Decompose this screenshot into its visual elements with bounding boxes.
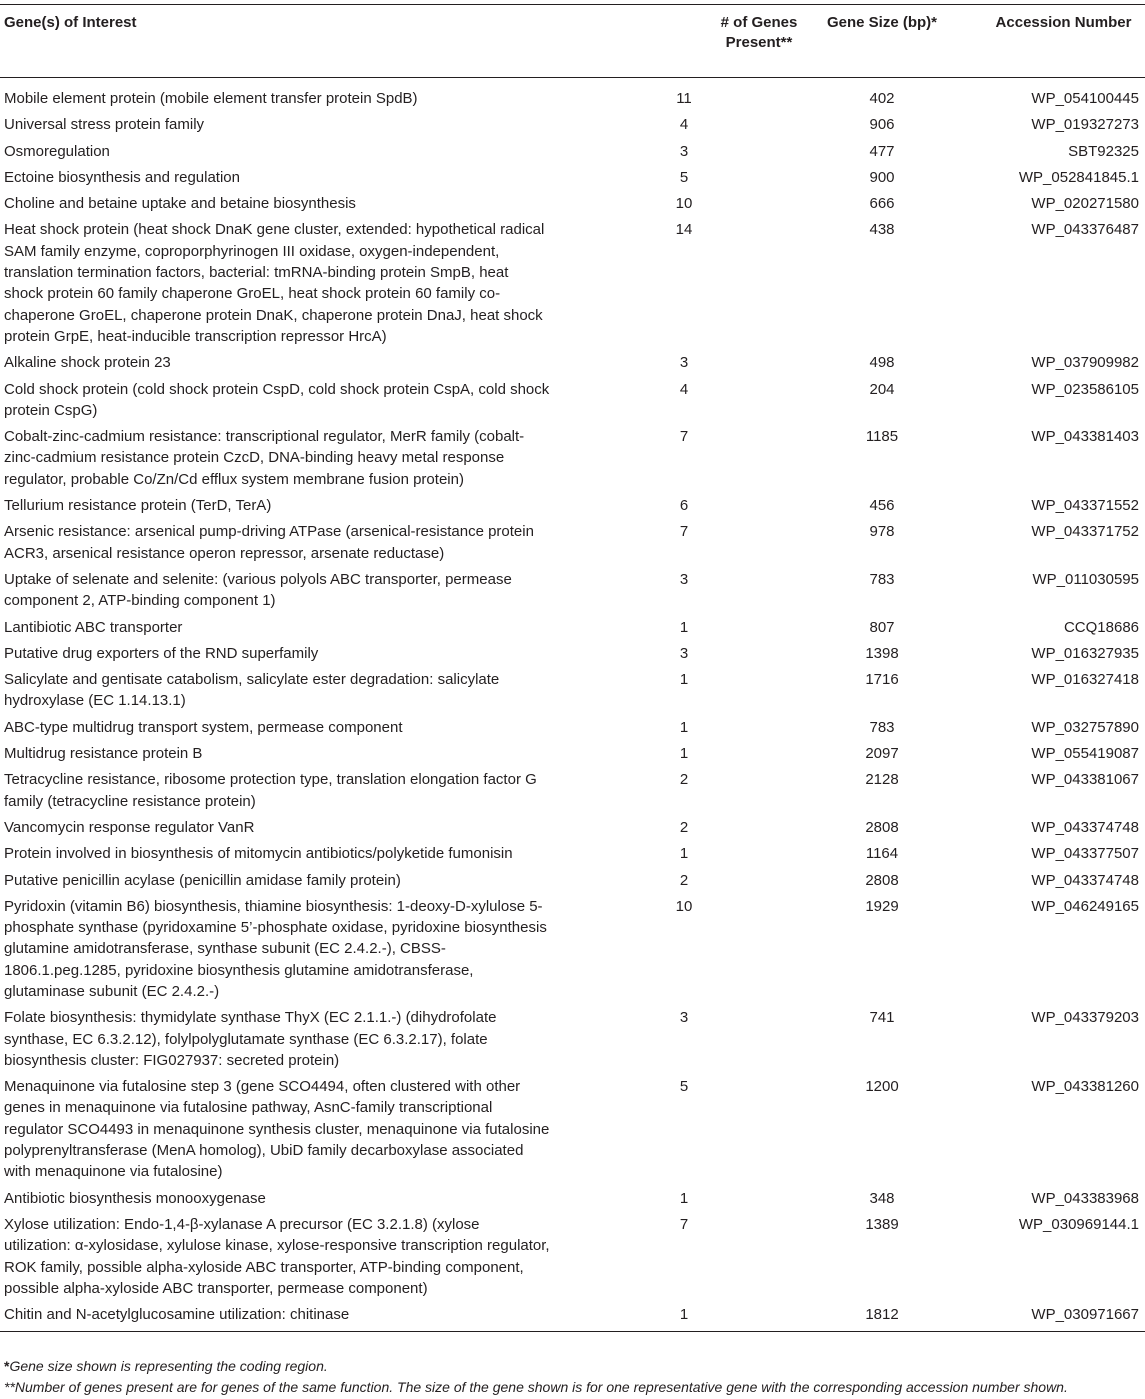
gene-description-cell: Chitin and N-acetylglucosamine utilization: chitinase (4, 1306, 350, 1324)
gene-count-cell: 5 (679, 1078, 689, 1096)
gene-count-cell: 4 (679, 116, 689, 134)
footnote-mark-2: ** (4, 1379, 15, 1395)
gene-count-cell: 7 (679, 523, 689, 541)
gene-count-cell: 7 (679, 1215, 689, 1233)
gene-size-cell: 807 (869, 618, 895, 636)
table-row (0, 767, 1145, 815)
footnote-text-2: Number of genes present are for genes of the same function. The size of the gene shown is for one representative gene with the corresponding accession number shown. (14, 1379, 1068, 1395)
table-row (0, 841, 1145, 867)
gene-count-cell: 2 (679, 818, 689, 836)
table-row (0, 1186, 1145, 1212)
accession-number-cell: WP_043377507 (1031, 845, 1139, 863)
gene-size-cell: 1200 (865, 1078, 899, 1096)
accession-number-cell: WP_023586105 (1031, 380, 1139, 398)
gene-count-cell: 3 (679, 644, 689, 662)
accession-number-cell: WP_054100445 (1031, 90, 1139, 107)
gene-description-cell: Antibiotic biosynthesis monooxygenase (4, 1189, 266, 1207)
accession-number-cell: WP_043379203 (1031, 1009, 1139, 1027)
table-row (0, 350, 1145, 376)
gene-size-cell: 1389 (865, 1215, 899, 1233)
accession-number-cell: WP_055419087 (1031, 745, 1139, 763)
gene-description-cell: Universal stress protein family (4, 116, 205, 134)
gene-description-cell: Protein involved in biosynthesis of mitomycin antibiotics/polyketide fumonisin (4, 845, 513, 863)
gene-size-cell: 2808 (865, 818, 899, 836)
accession-number-cell: WP_043381067 (1031, 771, 1139, 789)
gene-description-cell: Choline and betaine uptake and betaine biosynthesis (4, 195, 356, 213)
table-row (0, 217, 1145, 350)
gene-count-cell: 1 (679, 618, 689, 636)
gene-description-cell: Uptake of selenate and selenite: (various polyols ABC transporter, permease component 2, ATP-binding component 1) (4, 570, 512, 610)
table-row (0, 424, 1145, 493)
table-row (0, 1005, 1145, 1074)
gene-size-cell: 666 (869, 195, 895, 213)
accession-number-cell: WP_030971667 (1031, 1306, 1139, 1324)
gene-size-cell: 456 (869, 497, 895, 515)
table-row (0, 139, 1145, 165)
table-row (0, 112, 1145, 138)
footnote-mark-1: * (4, 1358, 10, 1374)
accession-number-cell: WP_011030595 (1032, 570, 1139, 588)
gene-description-cell: Osmoregulation (4, 142, 110, 160)
accession-number-cell: WP_043374748 (1031, 818, 1139, 836)
accession-number-cell: WP_020271580 (1031, 195, 1139, 213)
accession-number-cell: WP_037909982 (1031, 354, 1139, 372)
accession-number-cell: WP_052841845.1 (1018, 168, 1139, 186)
gene-size-cell: 2808 (865, 871, 899, 889)
gene-count-cell: 10 (675, 897, 693, 915)
header-row (0, 5, 1145, 78)
footnotes (4, 1356, 1144, 1398)
table-row (0, 377, 1145, 425)
gene-description-cell: ABC-type multidrug transport system, permease component (4, 718, 403, 736)
header-accession-number: Accession Number (995, 14, 1132, 31)
accession-number-cell: WP_043374748 (1031, 871, 1139, 889)
header-number-of-genes: # of Genes Present** (720, 14, 798, 51)
table-row (0, 641, 1145, 667)
gene-size-cell: 1812 (865, 1306, 899, 1324)
table-row (0, 741, 1145, 767)
footnote-text-1: Gene size shown is representing the coding region. (9, 1358, 328, 1374)
accession-number-cell: WP_043371552 (1031, 497, 1139, 515)
table-row (0, 868, 1145, 894)
table-row (0, 894, 1145, 1005)
table-row (0, 715, 1145, 741)
gene-size-cell: 1716 (865, 671, 899, 689)
gene-count-cell: 5 (679, 168, 689, 186)
gene-count-cell: 2 (679, 871, 689, 889)
gene-count-cell: 3 (679, 570, 689, 588)
gene-count-cell: 7 (679, 428, 689, 446)
gene-description-cell: Salicylate and gentisate catabolism, salicylate ester degradation: salicylate hydroxylase (EC 1.14.13.1) (4, 671, 500, 710)
table-row (0, 191, 1145, 217)
gene-size-cell: 1164 (865, 845, 899, 863)
gene-size-cell: 402 (869, 90, 895, 107)
gene-size-cell: 741 (869, 1009, 895, 1027)
table-row (0, 567, 1145, 615)
accession-number-cell: SBT92325 (1068, 142, 1139, 160)
header-genes-of-interest: Gene(s) of Interest (4, 14, 137, 31)
accession-number-cell: WP_043376487 (1031, 221, 1139, 239)
gene-size-cell: 477 (869, 142, 895, 160)
gene-count-cell: 2 (679, 771, 689, 789)
gene-description-cell: Tetracycline resistance, ribosome protection type, translation elongation factor G family (tetracycline resistance protein) (4, 771, 537, 810)
table-header (0, 5, 1145, 78)
gene-size-cell: 1185 (865, 428, 899, 446)
gene-size-cell: 783 (869, 718, 895, 736)
gene-description-cell: Alkaline shock protein 23 (4, 354, 171, 372)
gene-description-cell: Pyridoxin (vitamin B6) biosynthesis, thiamine biosynthesis: 1-deoxy-D-xylulose 5-phosphate synthase (pyridoxamine 5’-phosphate oxidase, pyridoxine biosynthesis glutamine amidotransferase, synthase subunit (EC 2.4.2.-), CBSS-1806.1.peg.1285, pyridoxine biosynthesis glutamine amidotransferase, glutaminase subunit (EC 2.4.2.-) (4, 897, 547, 1000)
accession-number-cell: CCQ18686 (1063, 618, 1139, 636)
gene-size-cell: 498 (869, 354, 895, 372)
gene-count-cell: 1 (679, 745, 689, 763)
accession-number-cell: WP_016327418 (1031, 671, 1139, 689)
gene-description-cell: Putative drug exporters of the RND superfamily (4, 644, 319, 662)
gene-size-cell: 1929 (865, 897, 899, 915)
gene-count-cell: 3 (679, 1009, 689, 1027)
gene-table (0, 4, 1145, 1332)
gene-description-cell: Putative penicillin acylase (penicillin amidase family protein) (4, 871, 401, 889)
accession-number-cell: WP_030969144.1 (1018, 1215, 1139, 1233)
gene-description-cell: Heat shock protein (heat shock DnaK gene cluster, extended: hypothetical radical SAM family enzyme, coproporphyrinogen III oxidase, oxygen-independent, translation termination factors, bacterial: tmRNA-binding protein SmpB, heat shock protein 60 family chaperone GroEL, heat shock protein 60 family co-chaperone GroEL, chaperone protein DnaK, chaperone protein DnaJ, heat shock protein GrpE, heat-inducible transcription repressor HrcA) (4, 221, 545, 345)
table-row (0, 815, 1145, 841)
table-body (0, 78, 1145, 1332)
accession-number-cell: WP_046249165 (1031, 897, 1139, 915)
gene-description-cell: Ectoine biosynthesis and regulation (4, 168, 240, 186)
gene-count-cell: 1 (679, 671, 689, 689)
accession-number-cell: WP_043383968 (1031, 1189, 1139, 1207)
gene-count-cell: 6 (679, 497, 689, 515)
gene-size-cell: 783 (869, 570, 895, 588)
footnote-genes-present (4, 1377, 1144, 1398)
header-gene-size: Gene Size (bp)* (826, 14, 938, 31)
gene-description-cell: Mobile element protein (mobile element transfer protein SpdB) (4, 90, 418, 107)
gene-count-cell: 1 (679, 718, 689, 736)
gene-size-cell: 1398 (865, 644, 899, 662)
table-row (0, 1074, 1145, 1185)
footnote-gene-size (4, 1356, 1144, 1377)
gene-description-cell: Cold shock protein (cold shock protein CspD, cold shock protein CspA, cold shock protein CspG) (4, 380, 550, 419)
gene-description-cell: Menaquinone via futalosine step 3 (gene SCO4494, often clustered with other genes in menaquinone via futalosine pathway, AsnC-family transcriptional regulator SCO4493 in menaquinone synthesis cluster, menaquinone via futalosine polyprenyltransferase (MenA homolog), UbiD family decarboxylase associated with menaquinone via futalosine) (4, 1078, 550, 1181)
gene-description-cell: Tellurium resistance protein (TerD, TerA) (4, 497, 272, 515)
table-row (0, 1302, 1145, 1332)
gene-size-cell: 978 (869, 523, 895, 541)
gene-count-cell: 3 (679, 354, 689, 372)
accession-number-cell: WP_019327273 (1031, 116, 1139, 134)
gene-size-cell: 900 (869, 168, 895, 186)
gene-size-cell: 2097 (865, 745, 899, 763)
gene-description-cell: Multidrug resistance protein B (4, 745, 203, 763)
accession-number-cell: WP_016327935 (1031, 644, 1139, 662)
table-row (0, 165, 1145, 191)
gene-count-cell: 3 (679, 142, 689, 160)
accession-number-cell: WP_043381403 (1031, 428, 1139, 446)
table-row (0, 615, 1145, 641)
gene-count-cell: 10 (675, 195, 693, 213)
accession-number-cell: WP_032757890 (1031, 718, 1139, 736)
gene-count-cell: 14 (675, 221, 693, 239)
gene-size-cell: 2128 (865, 771, 899, 789)
gene-size-cell: 348 (869, 1189, 895, 1207)
gene-description-cell: Vancomycin response regulator VanR (4, 818, 255, 836)
gene-count-cell: 1 (679, 1306, 689, 1324)
gene-size-cell: 204 (869, 380, 895, 398)
gene-description-cell: Arsenic resistance: arsenical pump-driving ATPase (arsenical-resistance protein ACR3, arsenical resistance operon repressor, arsenate reductase) (4, 523, 534, 562)
table-row (0, 667, 1145, 715)
gene-table-container (0, 4, 1145, 1332)
gene-size-cell: 438 (869, 221, 895, 239)
gene-count-cell: 4 (679, 380, 689, 398)
table-row (0, 519, 1145, 567)
table-row (0, 493, 1145, 519)
gene-count-cell: 11 (676, 90, 692, 107)
gene-description-cell: Folate biosynthesis: thymidylate synthase ThyX (EC 2.1.1.-) (dihydrofolate synthase, EC 6.3.2.12), folylpolyglutamate synthase (EC 6.3.2.17), folate biosynthesis cluster: FIG027937: secreted protein) (4, 1009, 497, 1069)
table-row (0, 1212, 1145, 1302)
gene-count-cell: 1 (679, 1189, 689, 1207)
accession-number-cell: WP_043371752 (1031, 523, 1139, 541)
gene-description-cell: Cobalt-zinc-cadmium resistance: transcriptional regulator, MerR family (cobalt-zinc-cadmium resistance protein CzcD, DNA-binding heavy metal response regulator, probable Co/Zn/Cd efflux system membrane fusion protein) (4, 428, 525, 488)
accession-number-cell: WP_043381260 (1031, 1078, 1139, 1096)
gene-description-cell: Xylose utilization: Endo-1,4-β-xylanase A precursor (EC 3.2.1.8) (xylose utilization: α-xylosidase, xylulose kinase, xylose-responsive transcription regulator, ROK family, possible alpha-xyloside ABC transporter, ATP-binding component, possible alpha-xyloside ABC transporter, permease component) (4, 1215, 550, 1297)
gene-size-cell: 906 (869, 116, 895, 134)
gene-count-cell: 1 (679, 845, 689, 863)
table-row (0, 78, 1145, 113)
gene-description-cell: Lantibiotic ABC transporter (4, 618, 183, 636)
